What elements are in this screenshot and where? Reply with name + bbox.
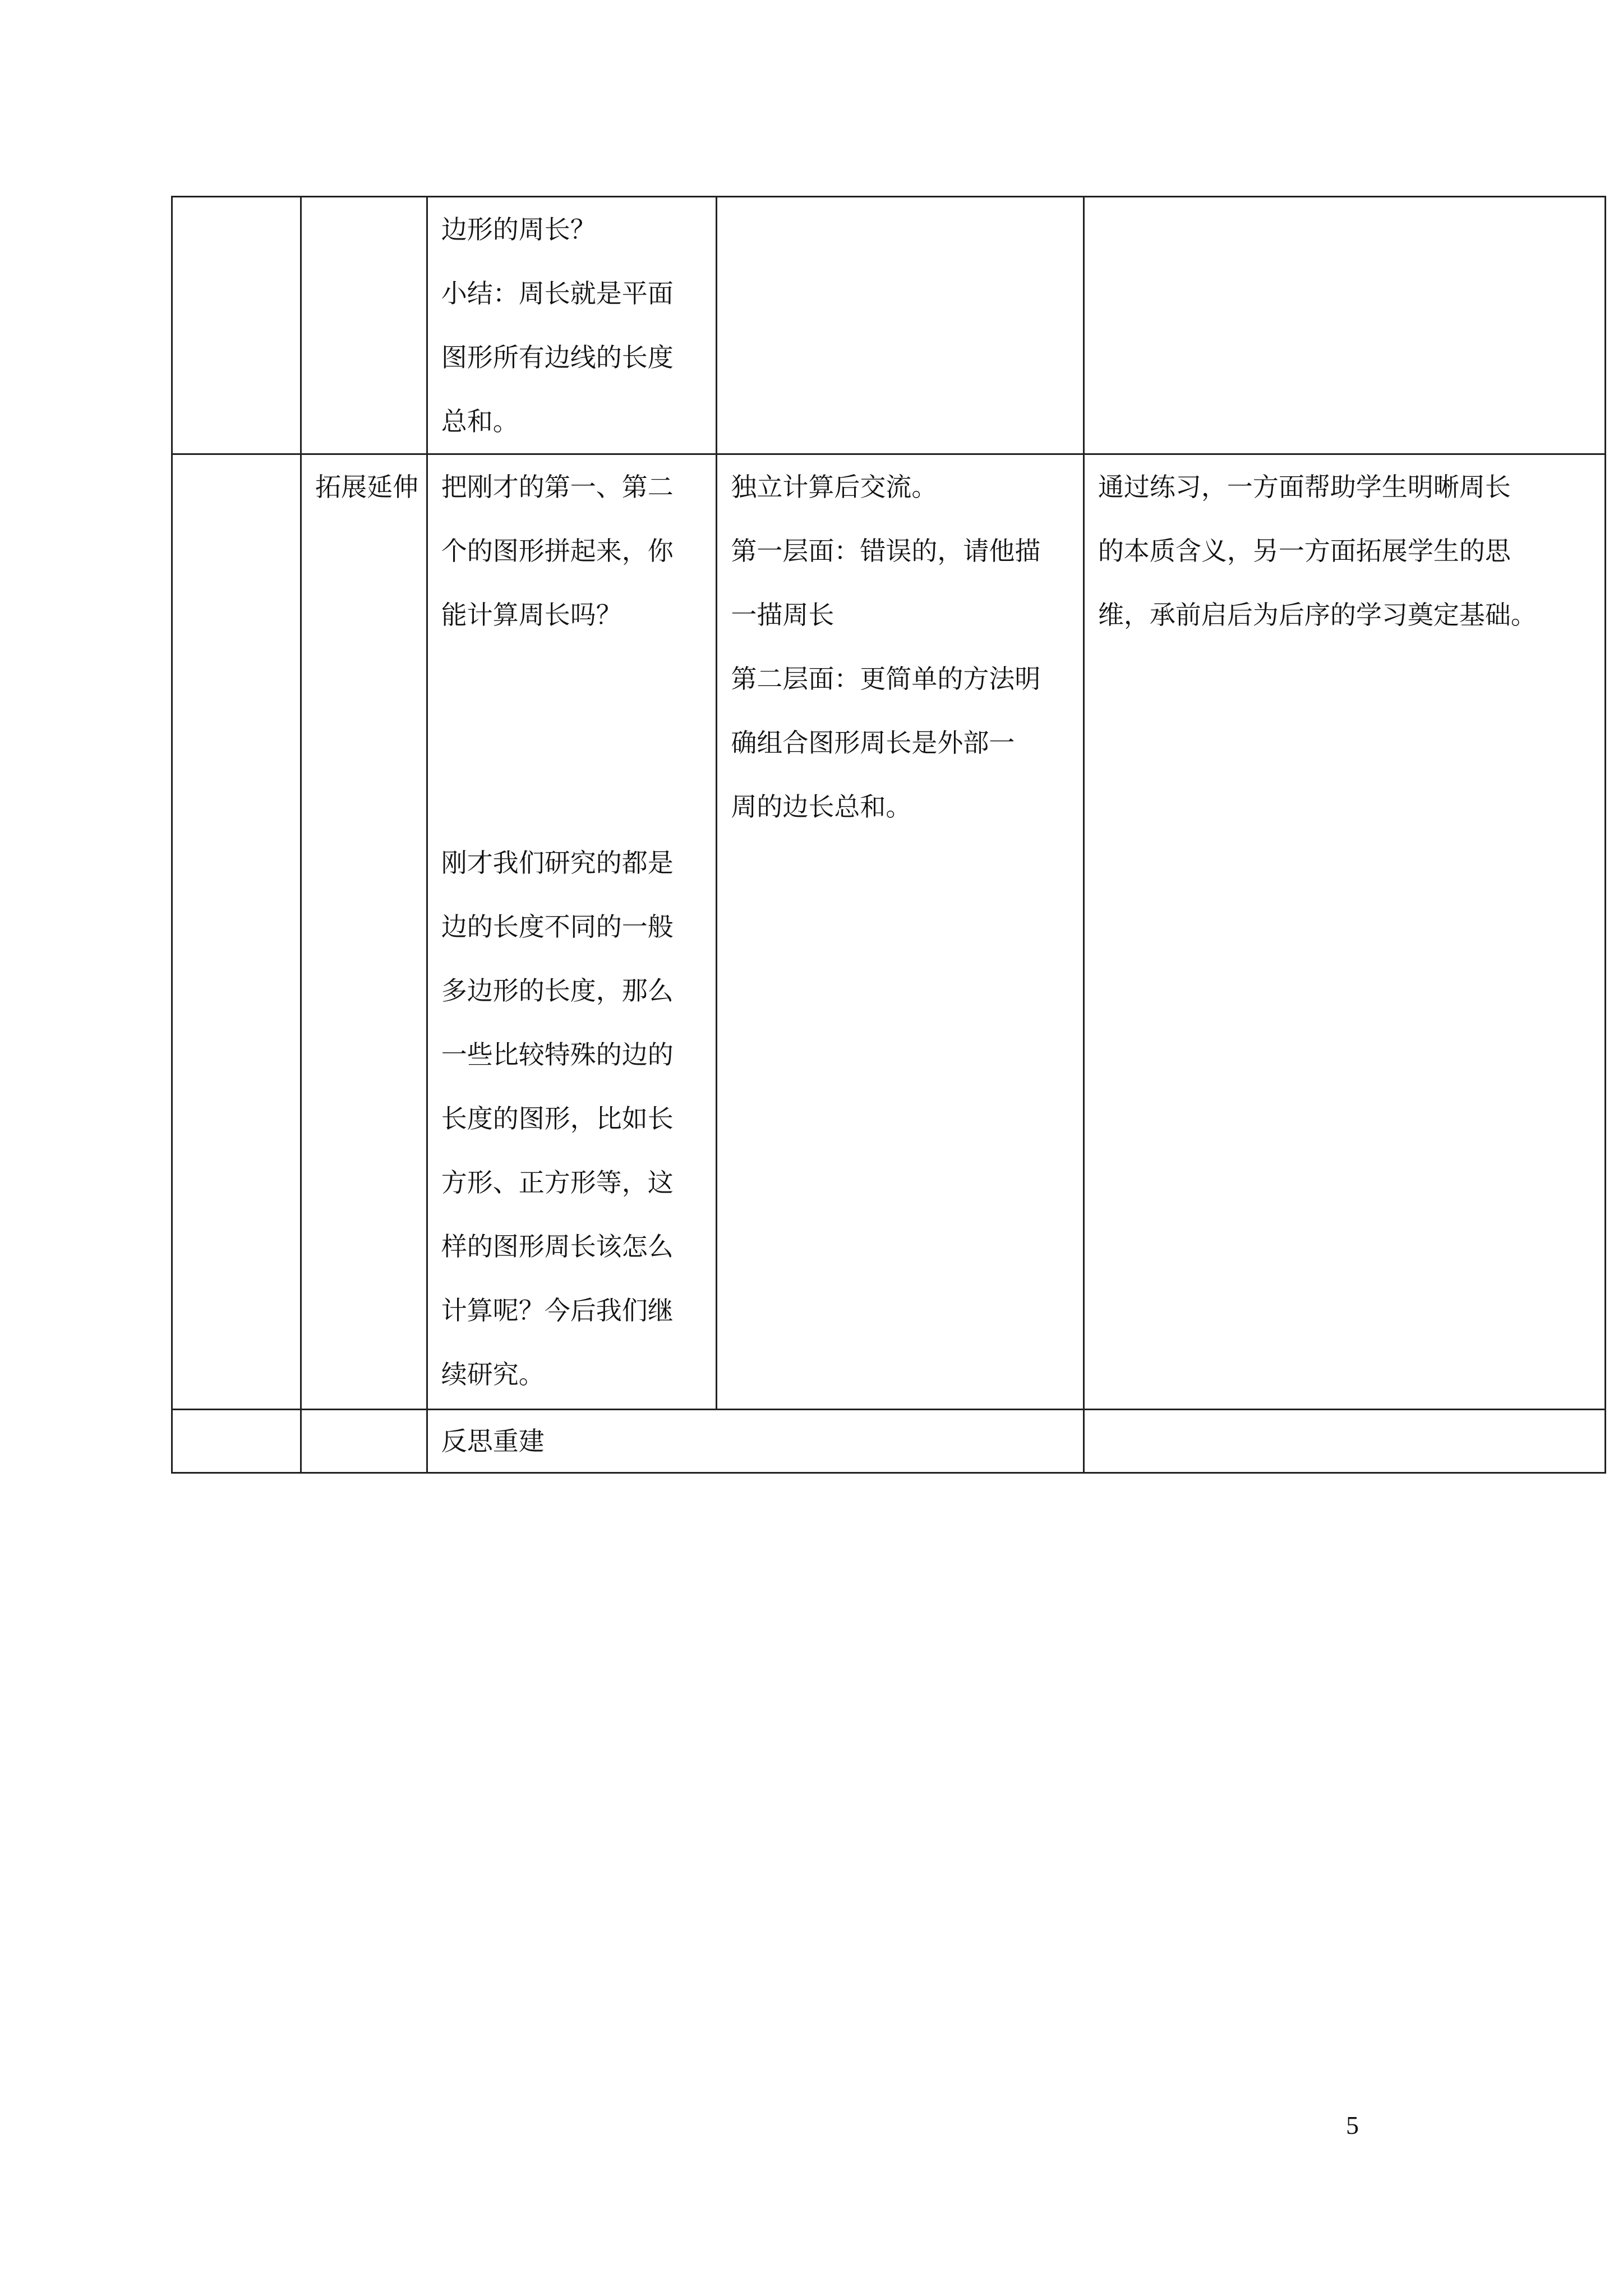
table-row [172, 454, 1606, 1410]
text-line: 图形所有边线的长度 [441, 342, 674, 372]
student-activity-cell [717, 454, 1083, 1410]
text-line: 刚才我们研究的都是 [441, 848, 674, 878]
text-line: 多边形的长度，那么 [441, 976, 674, 1006]
text-line: 第二层面：更简单的方法明 [731, 664, 1041, 694]
teacher-activity-cell [427, 197, 717, 454]
text-line: 计算呢？今后我们继 [441, 1295, 674, 1326]
text-line: 的本质含义，另一方面拓展学生的思 [1098, 536, 1511, 566]
spacer [441, 647, 703, 831]
text-line: 方形、正方形等，这 [441, 1167, 674, 1198]
table-cell-empty [1083, 1410, 1605, 1473]
table-cell-empty [1083, 197, 1605, 454]
table-cell-empty [172, 454, 301, 1410]
design-intent-cell [1083, 454, 1605, 1410]
table-row [172, 197, 1606, 454]
reflection-label: 反思重建 [441, 1426, 545, 1456]
table-cell-empty [301, 1410, 427, 1473]
lesson-plan-table [171, 196, 1606, 1474]
text-line: 个的图形拼起来，你 [441, 536, 674, 566]
page-number: 5 [1346, 2111, 1359, 2139]
text-line: 一些比较特殊的边的 [441, 1039, 674, 1070]
table-cell-empty [172, 197, 301, 454]
text-line: 长度的图形，比如长 [441, 1103, 674, 1134]
text-line: 一描周长 [731, 600, 834, 630]
stage-name-cell [301, 454, 427, 1410]
text-line: 确组合图形周长是外部一 [731, 728, 1015, 758]
text-line: 维，承前启后为后序的学习奠定基础。 [1098, 600, 1537, 630]
text-line: 总和。 [441, 406, 519, 436]
text-line: 边的长度不同的一般 [441, 912, 674, 942]
table-cell-empty [717, 197, 1083, 454]
text-line: 周的边长总和。 [731, 792, 912, 822]
text-line: 续研究。 [441, 1359, 545, 1389]
text-line: 能计算周长吗？ [441, 600, 622, 630]
table-cell-empty [172, 1410, 301, 1473]
table-cell-empty [301, 197, 427, 454]
table-row [172, 1410, 1606, 1473]
text-line: 小结：周长就是平面 [441, 278, 674, 309]
teacher-activity-cell [427, 454, 717, 1410]
reflection-cell [427, 1410, 1083, 1473]
text-line: 把刚才的第一、第二 [441, 472, 674, 502]
stage-label: 拓展延伸 [315, 472, 419, 502]
text-line: 独立计算后交流。 [731, 472, 938, 502]
text-line: 通过练习，一方面帮助学生明晰周长 [1098, 472, 1511, 502]
text-line: 边形的周长？ [441, 214, 596, 245]
text-line: 第一层面：错误的，请他描 [731, 536, 1041, 566]
text-line: 样的图形周长该怎么 [441, 1231, 674, 1262]
